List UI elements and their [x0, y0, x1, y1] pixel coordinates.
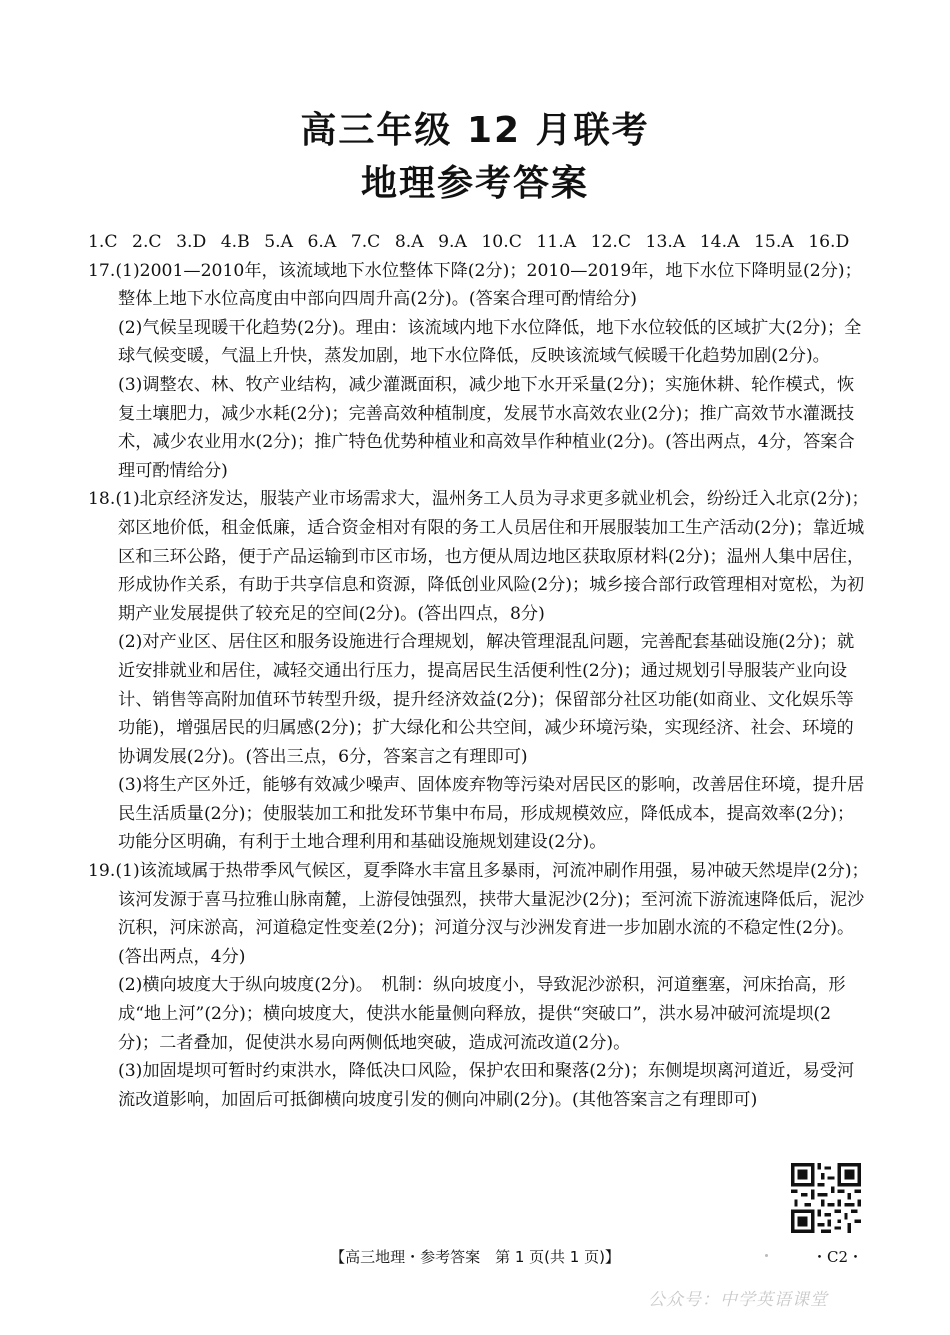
mc-answer: 15.A — [753, 232, 794, 252]
page-footer: 【高三地理・参考答案 第 1 页(共 1 页)】 — [330, 1248, 620, 1266]
q18-part3: (3)将生产区外迁，能够有效减少噪声、固体废弃物等污染对居民区的影响，改善居住环境，提升居民生活质量(2分)；使服装加工和批发环节集中布局，形成规模效应，降低成本，提高效率(2分)；功能分区明确，有利于土地合理利用和基础设施规划建设(2分)。 — [118, 775, 865, 853]
mc-answer: 16.D — [808, 232, 850, 252]
mc-answer: 12.C — [590, 232, 632, 252]
q18-part2: (2)对产业区、居住区和服务设施进行合理规划，解决管理混乱问题，完善配套基础设施(2分)；就近安排就业和居住，减轻交通出行压力，提高居民生活便利性(2分)；通过规划引导服装产业向设计、销售等高附加值环节转型升级，提升经济效益(2分)；保留部分社区功能(如商业、文化娱乐等功能)，增强居民的归属感(2分)；扩大绿化和公共空间，减少环境污染，实现经济、社会、环境的协调发展(2分)。(答出三点，6分，答案言之有理即可) — [118, 632, 855, 767]
mc-answer: 6.A — [307, 232, 337, 252]
mc-answer: 10.C — [481, 232, 522, 252]
mc-answer: 3.D — [176, 232, 207, 252]
multiple-choice-answers — [88, 228, 870, 257]
mc-answer: 4.B — [220, 232, 250, 252]
q17-part2: (2)气候呈现暖干化趋势(2分)。理由：该流域内地下水位降低，地下水位较低的区域扩大(2分)；全球气候变暖，气温上升快，蒸发加剧，地下水位降低，反映该流域气候暖干化趋势加剧(2分)。 — [118, 317, 862, 367]
mc-answer: 7.C — [350, 232, 381, 252]
mc-answer: 13.A — [645, 232, 686, 252]
mc-answer: 8.A — [394, 232, 424, 252]
mc-answer: 9.A — [438, 232, 467, 252]
answer-content — [88, 228, 870, 1114]
mc-answer: 2.C — [132, 232, 162, 252]
mc-answer: 1.C — [88, 232, 118, 252]
decorative-dot — [765, 1254, 768, 1257]
page-code: ・C2・ — [812, 1248, 864, 1266]
q18-part1: 18.(1)北京经济发达，服装产业市场需求大，温州务工人员为寻求更多就业机会，纷纷迁入北京(2分)；郊区地价低，租金低廉，适合资金相对有限的务工人员居住和开展服装加工生产活动(2分)；靠近城区和三环公路，便于产品运输到市区市场，也方便从周边地区获取原材料(2分)；温州人集中居住，形成协作关系，有助于共享信息和资源，降低创业风险(2分)；城乡接合部行政管理相对宽松，为初期产业发展提供了较充足的空间(2分)。(答出四点，8分) — [88, 489, 869, 624]
q19-part2: (2)横向坡度大于纵向坡度(2分)。 机制：纵向坡度小，导致泥沙淤积，河道壅塞，河床抬高，形成“地上河”(2分)；横向坡度大，使洪水能量侧向释放，提供“突破口”，洪水易冲破河流堤坝(2分)；二者叠加，促使洪水易向两侧低地突破，造成河流改道(2分)。 — [118, 975, 846, 1053]
q19-part1: 19.(1)该流域属于热带季风气候区，夏季降水丰富且多暴雨，河流冲刷作用强，易冲破天然堤岸(2分)；该河发源于喜马拉雅山脉南麓，上游侵蚀强烈，挟带大量泥沙(2分)；至河流下游流速降低后，泥沙沉积，河床淤高，河道稳定性变差(2分)；河道分汊与沙洲发育进一步加剧水流的不稳定性(2分)。(答出两点，4分) — [88, 861, 869, 967]
qr-code-icon — [791, 1163, 861, 1233]
page-subtitle: 地理参考答案 — [360, 163, 589, 204]
mc-answer: 5.A — [264, 232, 294, 252]
q17-part1: 17.(1)2001—2010年，该流域地下水位整体下降(2分)；2010—2019年，地下水位下降明显(2分)；整体上地下水位高度由中部向四周升高(2分)。(答案合理可酌情给分) — [88, 260, 862, 310]
q17-part3: (3)调整农、林、牧产业结构，减少灌溉面积，减少地下水开采量(2分)；实施休耕、轮作模式，恢复土壤肥力，减少水耗(2分)；完善高效种植制度，发展节水高效农业(2分)；推广高效节水灌溉技术，减少农业用水(2分)；推广特色优势种植业和高效旱作种植业(2分)。(答出两点，4分，答案合理可酌情给分) — [118, 374, 855, 481]
mc-answer: 11.A — [536, 232, 577, 252]
page-title: 高三年级 12 月联考 — [300, 110, 650, 151]
watermark-text: 公众号：中学英语课堂 — [648, 1290, 828, 1310]
mc-answer: 14.A — [699, 232, 740, 252]
q19-part3: (3)加固堤坝可暂时约束洪水，降低决口风险，保护农田和聚落(2分)；东侧堤坝离河道近，易受河流改道影响，加固后可抵御横向坡度引发的侧向冲刷(2分)。(其他答案言之有理即可) — [118, 1061, 855, 1110]
